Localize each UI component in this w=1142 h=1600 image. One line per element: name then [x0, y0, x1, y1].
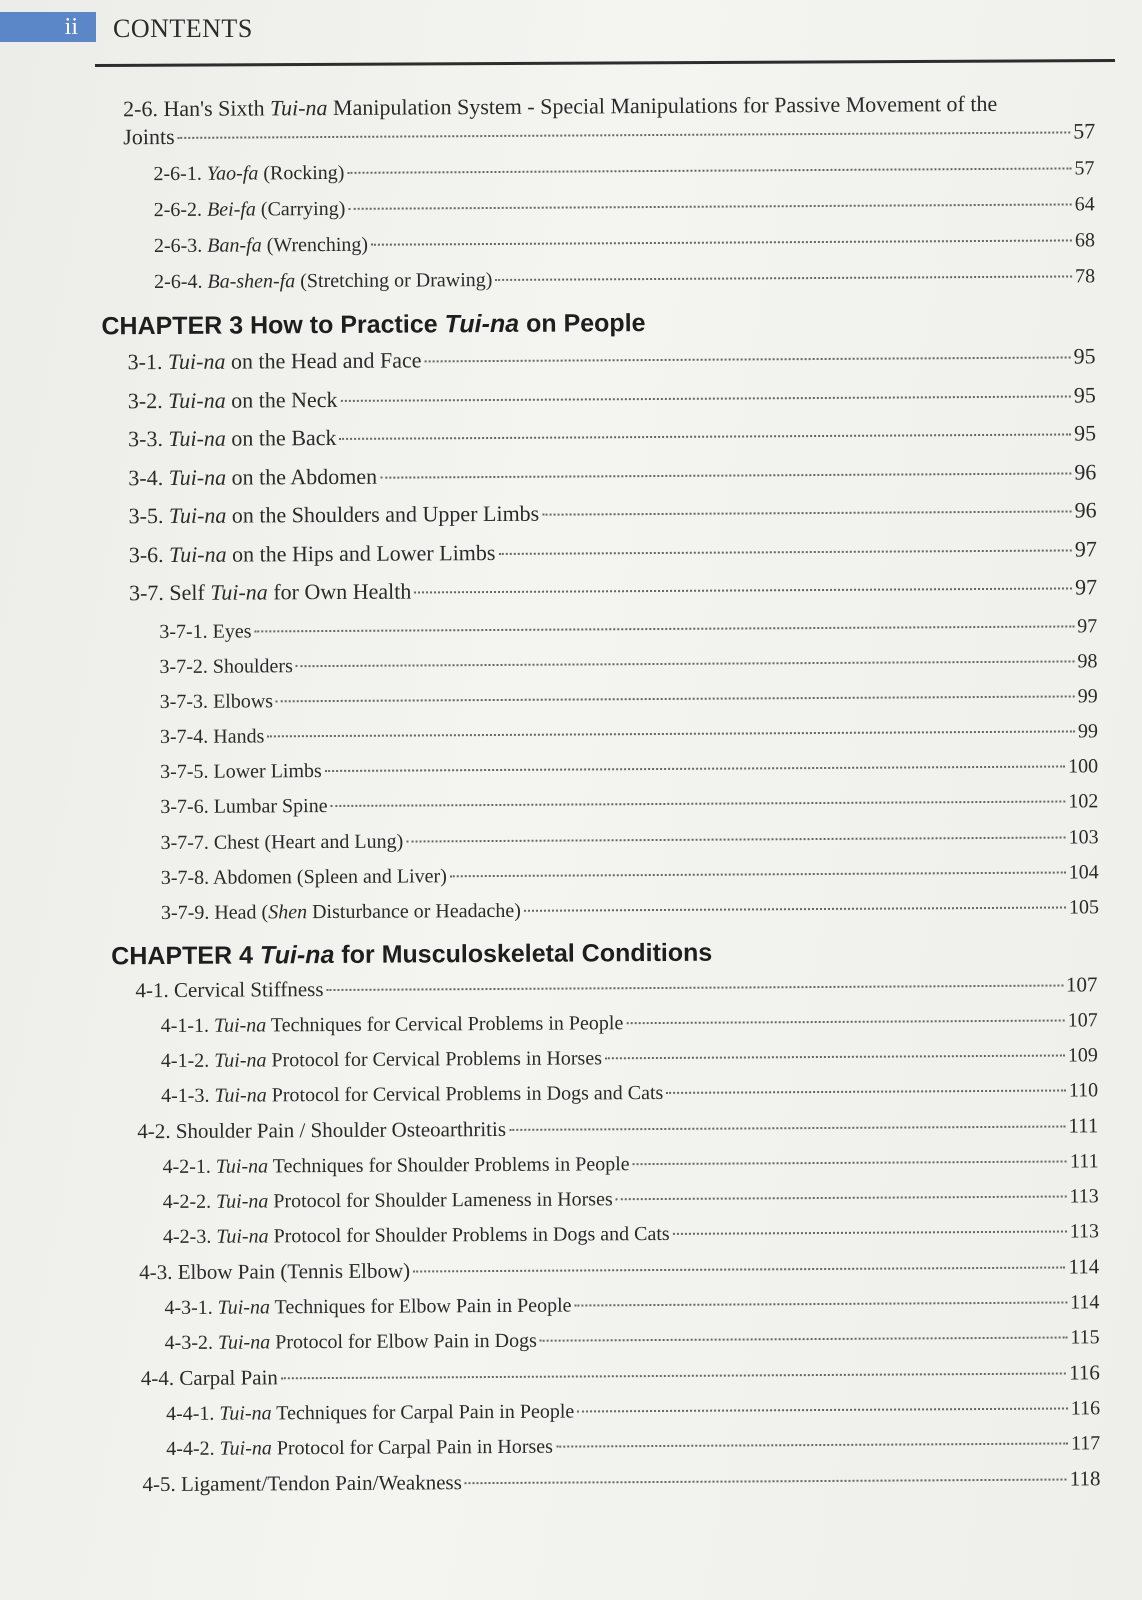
toc-entry-3-7[interactable]: 3-7. Self Tui-na for Own Health 97	[128, 574, 1098, 606]
leader-dots	[666, 1090, 1066, 1094]
toc-entry-3-7-5[interactable]: 3-7-5. Lower Limbs 100	[4, 753, 1098, 795]
leader-dots	[348, 203, 1071, 209]
toc-entry-3-7-3[interactable]: 3-7-3. Elbows 99	[4, 682, 1098, 724]
page-ref: 96	[1074, 458, 1097, 484]
leader-dots	[281, 1373, 1066, 1380]
toc-entry-4-1[interactable]: 4-1. Cervical Stiffness 107	[135, 972, 1098, 1003]
page-ref: 118	[1069, 1466, 1101, 1491]
toc-entry-3-5[interactable]: 3-5. Tui-na on the Shoulders and Upper Limbs 96	[128, 497, 1097, 529]
page-ref: 111	[1069, 1150, 1099, 1173]
toc-entry-4-1-1[interactable]: 4-1-1. Tui-na Techniques for Cervical Problems in People 107	[6, 1006, 1098, 1048]
page-ref: 113	[1069, 1185, 1099, 1208]
toc-entry-3-7-8[interactable]: 3-7-8. Abdomen (Spleen and Liver) 104	[5, 858, 1099, 900]
page-ref: 95	[1073, 343, 1096, 369]
leader-dots	[380, 472, 1071, 478]
leader-dots	[326, 985, 1062, 991]
leader-dots	[509, 1126, 1065, 1131]
page-ref: 105	[1068, 896, 1100, 919]
toc-entry-2-6-2[interactable]: 2-6-2. Bei-fa (Carrying) 64	[1, 190, 1095, 233]
chapter-4-heading[interactable]: CHAPTER 4 Tui-na for Musculoskeletal Conditions	[111, 938, 713, 971]
page-number: ii	[64, 14, 78, 40]
toc-entry-2-6-1[interactable]: 2-6-1. Yao-fa (Rocking) 57	[0, 154, 1094, 197]
leader-dots	[540, 1337, 1068, 1342]
page-ref: 110	[1068, 1079, 1099, 1102]
page-ref: 109	[1067, 1044, 1098, 1067]
toc-entry-4-3[interactable]: 4-3. Elbow Pain (Tennis Elbow) 114	[139, 1254, 1100, 1285]
leader-dots	[325, 766, 1065, 773]
page-ref: 57	[1073, 118, 1096, 144]
leader-dots	[524, 907, 1066, 912]
page-ref: 78	[1075, 265, 1096, 288]
leader-dots	[339, 433, 1071, 439]
page-ref: 116	[1070, 1397, 1101, 1420]
toc-entry-4-2-3[interactable]: 4-2-3. Tui-na Protocol for Shoulder Problems in Dogs and Cats 113	[7, 1217, 1099, 1259]
page-ref: 95	[1073, 381, 1096, 407]
leader-dots	[577, 1408, 1068, 1413]
page-ref: 103	[1068, 825, 1099, 849]
page-ref: 115	[1070, 1326, 1100, 1349]
toc-entry-4-1-2[interactable]: 4-1-2. Tui-na Protocol for Cervical Problems in Horses 109	[6, 1041, 1098, 1083]
page-number-tab	[0, 12, 96, 42]
page-ref: 95	[1074, 420, 1097, 446]
running-head-title: CONTENTS	[113, 14, 253, 43]
page-ref: 99	[1077, 685, 1098, 708]
toc-entry-4-4-2[interactable]: 4-4-2. Tui-na Protocol for Carpal Pain in Horses 117	[8, 1429, 1100, 1471]
toc-entry-4-4[interactable]: 4-4. Carpal Pain 116	[140, 1360, 1100, 1391]
leader-dots	[574, 1302, 1067, 1307]
leader-dots	[276, 695, 1075, 702]
toc-entry-3-7-9[interactable]: 3-7-9. Head (Shen Disturbance or Headache) 105	[5, 893, 1099, 935]
chapter-3-heading[interactable]: CHAPTER 3 How to Practice Tui-na on People	[101, 309, 646, 341]
header-rule	[95, 59, 1115, 67]
table-of-contents	[0, 89, 1142, 1507]
page-ref: 97	[1074, 574, 1098, 600]
leader-dots	[605, 1055, 1065, 1060]
leader-dots	[340, 395, 1070, 401]
page-ref: 111	[1068, 1113, 1099, 1138]
toc-entry-2-6-3[interactable]: 2-6-3. Ban-fa (Wrenching) 68	[1, 226, 1095, 269]
toc-entry-4-3-1[interactable]: 4-3-1. Tui-na Techniques for Elbow Pain in People 114	[7, 1288, 1099, 1330]
leader-dots	[347, 167, 1071, 173]
toc-entry-2-6-4[interactable]: 2-6-4. Ba-shen-fa (Stretching or Drawing) 78	[1, 262, 1095, 305]
leader-dots	[371, 239, 1072, 245]
page-ref: 117	[1070, 1432, 1101, 1455]
leader-dots	[465, 1479, 1067, 1485]
toc-entry-3-1[interactable]: 3-1. Tui-na on the Head and Face 95	[127, 343, 1096, 375]
leader-dots	[413, 1267, 1065, 1273]
leader-dots	[633, 1161, 1067, 1166]
toc-entry-4-2-1[interactable]: 4-2-1. Tui-na Techniques for Shoulder Problems in People 111	[6, 1147, 1098, 1189]
page-ref: 96	[1074, 497, 1097, 523]
toc-entry-4-4-1[interactable]: 4-4-1. Tui-na Techniques for Carpal Pain in People 116	[8, 1394, 1100, 1436]
page-ref: 107	[1067, 1009, 1098, 1032]
leader-dots	[556, 1443, 1068, 1448]
page-ref: 114	[1068, 1254, 1100, 1279]
leader-dots	[673, 1231, 1067, 1235]
toc-entry-3-7-2[interactable]: 3-7-2. Shoulders 98	[3, 647, 1097, 689]
toc-entry-3-7-7[interactable]: 3-7-7. Chest (Heart and Lung) 103	[4, 823, 1098, 865]
leader-dots	[414, 587, 1072, 593]
page-ref: 114	[1070, 1291, 1100, 1314]
page-ref: 102	[1068, 790, 1099, 813]
toc-entry-3-4[interactable]: 3-4. Tui-na on the Abdomen 96	[128, 458, 1097, 490]
leader-dots	[626, 1020, 1064, 1025]
leader-dots	[267, 731, 1075, 738]
page-ref: 107	[1065, 972, 1098, 997]
toc-entry-4-5[interactable]: 4-5. Ligament/Tendon Pain/Weakness 118	[142, 1466, 1101, 1497]
page-ref: 99	[1077, 720, 1098, 743]
page-ref: 97	[1074, 535, 1097, 561]
toc-entry-3-3[interactable]: 3-3. Tui-na on the Back 95	[128, 420, 1097, 452]
toc-entry-3-7-6[interactable]: 3-7-6. Lumbar Spine 102	[4, 788, 1098, 830]
page-ref: 104	[1068, 861, 1099, 884]
leader-dots	[498, 549, 1071, 555]
leader-dots	[450, 871, 1066, 877]
toc-entry-3-7-1[interactable]: 3-7-1. Eyes 97	[3, 612, 1097, 654]
toc-entry-4-1-3[interactable]: 4-1-3. Tui-na Protocol for Cervical Problems in Dogs and Cats 110	[6, 1076, 1098, 1118]
leader-dots	[542, 510, 1071, 515]
toc-entry-2-6[interactable]: 2-6. Han's Sixth Tui-na Manipulation System - Special Manipulations for Passive Movement of the Joints 57	[123, 90, 1096, 150]
leader-dots	[425, 356, 1071, 362]
toc-entry-3-2[interactable]: 3-2. Tui-na on the Neck 95	[127, 381, 1096, 413]
leader-dots	[495, 275, 1072, 281]
leader-dots	[406, 836, 1065, 842]
page-ref: 57	[1074, 157, 1095, 180]
page-ref: 100	[1068, 755, 1099, 778]
toc-entry-3-7-4[interactable]: 3-7-4. Hands 99	[4, 717, 1098, 759]
page-ref: 113	[1069, 1220, 1100, 1243]
page-ref: 98	[1077, 649, 1098, 673]
page-ref: 97	[1077, 614, 1098, 637]
leader-dots	[178, 131, 1071, 138]
page-ref: 64	[1074, 193, 1095, 216]
leader-dots	[331, 801, 1066, 807]
leader-dots	[296, 660, 1075, 667]
toc-entry-3-6[interactable]: 3-6. Tui-na on the Hips and Lower Limbs 97	[128, 535, 1097, 567]
page-ref: 116	[1069, 1360, 1100, 1385]
page-ref: 68	[1074, 229, 1095, 252]
toc-entry-4-3-2[interactable]: 4-3-2. Tui-na Protocol for Elbow Pain in Dogs 115	[8, 1323, 1100, 1365]
leader-dots	[616, 1196, 1067, 1201]
toc-entry-4-2[interactable]: 4-2. Shoulder Pain / Shoulder Osteoarthritis 111	[137, 1113, 1099, 1144]
toc-entry-4-2-2[interactable]: 4-2-2. Tui-na Protocol for Shoulder Lameness in Horses 113	[7, 1182, 1099, 1224]
leader-dots	[254, 625, 1074, 632]
